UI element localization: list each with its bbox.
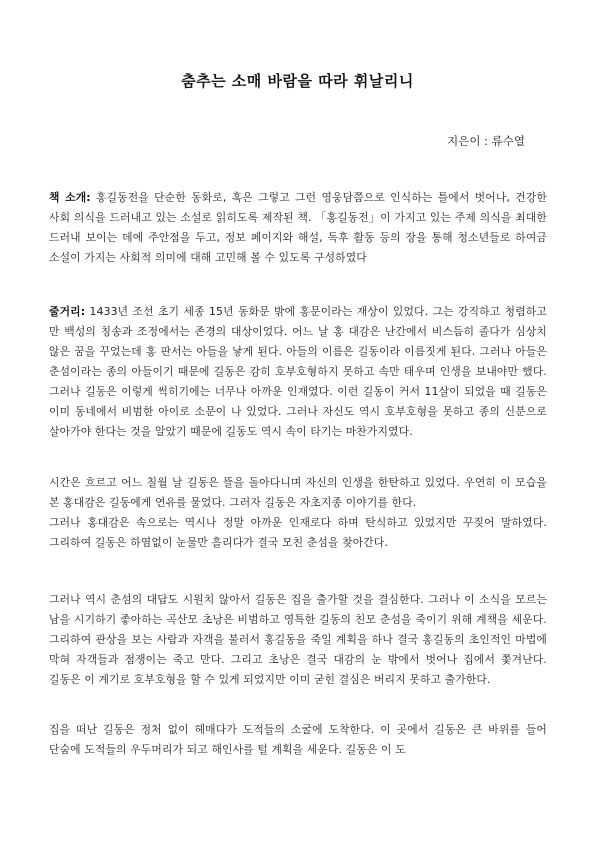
story-paragraph-4-text: 집을 떠난 길동은 정처 없이 헤매다가 도적들의 소굴에 도착한다. 이 곳에서 길동은 큰 바위를 들어 단숨에 도적들의 우두머리가 되고 해인사를 털 계획을 세운다. 길동은 이 도 (49, 723, 547, 756)
story-paragraph-4 (49, 720, 547, 760)
document-title: 춤추는 소매 바람을 따라 휘날리니 (181, 72, 414, 90)
story-paragraph-3-text: 그러나 역시 춘섬의 대답도 시원치 않아서 길동은 집을 출가할 것을 결심한다. 그러나 이 소식을 모르는 남을 시기하기 좋아하는 곡산모 초낭은 비범하고 영특한 길동의 친모 춘섬을 죽이기 위해 계책을 세운다. 그리하여 관상을 보는 사람과 자객을 불러서 홍길동을 죽일 계획을 하나 결국 홍길동의 초인적인 마법에 막혀 자객들과 점쟁이는 죽고 만다. 그리고 초낭은 결국 대감의 눈 밖에서 벗어나 집에서 쫓겨난다. 길동은 이 계기로 호부호형을 할 수 있게 되었지만 이미 굳힌 결심은 버리지 못하고 출가한다. (49, 593, 547, 686)
plot-summary-paragraph (49, 302, 547, 442)
plot-text: 1433년 조선 초기 세종 15년 동화문 밖에 홍문이라는 재상이 있었다. 그는 강직하고 청렴하고 만 백성의 칭송과 조정에서는 존경의 대상이었다. 어느 날 홍 대감은 난간에서 비스듬히 졸다가 심상치 않은 꿈을 꾸었는데 홍 판서는 아들을 낳게 된다. 아들의 이름은 길동이라 이름짓게 된다. 그러나 아들은 춘섬이라는 종의 아들이기 때문에 길동은 감히 호부호형하지 못하고 속만 태우며 인생을 보내야만 했다. 그러나 길동은 이렇게 썩히기에는 너무나 아까운 인재였다. 이런 길동이 커서 11살이 되었을 때 길동은 이미 동네에서 비범한 아이로 소문이 나 있었다. 그러나 자신도 역시 호부호형을 못하고 종의 신분으로 살아가야 한다는 것을 알았기 때문에 길동도 역시 속이 타기는 마찬가지였다. (49, 305, 547, 438)
plot-summary (49, 302, 547, 442)
plot-label: 줄거리: (49, 305, 86, 318)
story-paragraph-2-line-2: 그러나 홍대감은 속으로는 역시나 정말 아까운 인재로다 하며 탄식하고 있었지만 꾸짖어 말하였다. 그리하여 길동은 하염없이 눈물만 흘리다가 결국 모친 춘섬을 찾아간다. (49, 516, 547, 549)
story-paragraph-2 (49, 473, 547, 553)
author-line: 지은이 : 류수열 (447, 134, 525, 148)
book-introduction (49, 188, 547, 268)
story-paragraph-2-line-1: 시간은 흐르고 어느 칠월 날 길동은 뜰을 돌아다니며 자신의 인생을 한탄하고 있었다. 우연히 이 모습을 본 홍대감은 길동에게 연유를 물었다. 그러자 길동은 자초지종 이야기를 한다. (49, 476, 547, 509)
book-introduction-paragraph (49, 188, 547, 268)
intro-text: 홍길동전을 단순한 동화로, 혹은 그렇고 그런 영웅담쯤으로 인식하는 틀에서 벗어나, 건강한 사회 의식을 드러내고 있는 소설로 읽히도록 제작된 책. 「홍길동전」이 가지고 있는 주제 의식을 최대한 드러내 보이는 데에 주안점을 두고, 정보 페이지와 해설, 독후 활동 등의 장을 통해 청소년들로 하여금 소설이 가지는 사회적 의미에 대해 고민해 볼 수 있도록 구성하였다 (49, 191, 548, 264)
intro-label: 책 소개: (49, 191, 91, 204)
story-paragraph-3 (49, 590, 547, 690)
